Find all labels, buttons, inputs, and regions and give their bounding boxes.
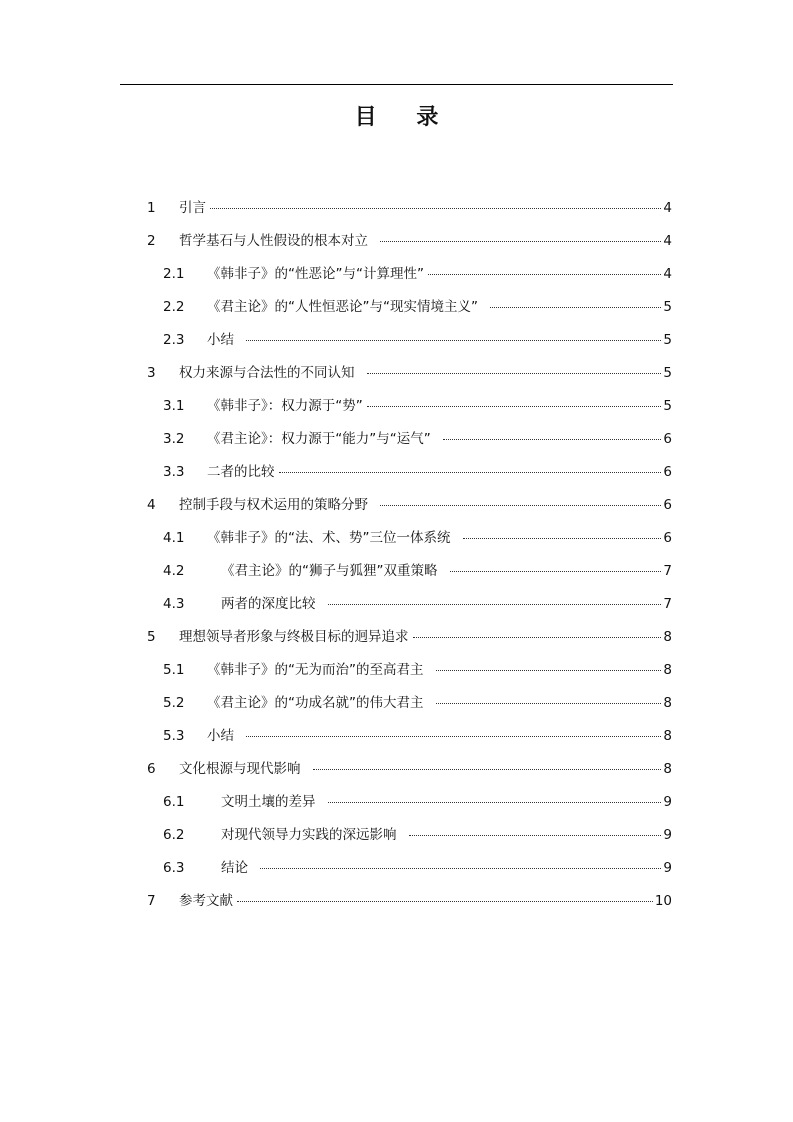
toc-entry-title: 《君主论》的“人性恒恶论”与“现实情境主义” — [207, 299, 478, 315]
toc-entry-page: 6 — [663, 497, 672, 513]
toc-entry-page: 9 — [663, 860, 672, 876]
toc-dot-leader — [246, 340, 661, 341]
toc-dot-leader — [246, 736, 661, 737]
toc-entry-number: 5 — [147, 629, 156, 645]
toc-entry-page: 8 — [663, 629, 672, 645]
toc-entry[interactable] — [147, 258, 672, 291]
toc-dot-leader — [260, 868, 661, 869]
toc-entry[interactable] — [147, 720, 672, 753]
toc-entry[interactable] — [147, 654, 672, 687]
toc-entry-title: 《韩非子》的“性恶论”与“计算理性” — [207, 266, 424, 282]
table-of-contents — [147, 192, 672, 918]
toc-entry-page: 8 — [663, 761, 672, 777]
toc-entry-number: 6.3 — [163, 860, 185, 876]
toc-entry-title: 哲学基石与人性假设的根本对立 — [179, 233, 368, 249]
toc-entry-page: 8 — [663, 728, 672, 744]
toc-entry-number: 1 — [147, 200, 156, 216]
toc-entry-page: 5 — [663, 299, 672, 315]
toc-entry[interactable] — [147, 192, 672, 225]
toc-entry-page: 4 — [663, 233, 672, 249]
toc-entry-title: 《君主论》：权力源于“能力”与“运气” — [207, 431, 431, 447]
toc-entry-page: 8 — [663, 662, 672, 678]
toc-dot-leader — [436, 703, 662, 704]
toc-entry-number: 3 — [147, 365, 156, 381]
toc-dot-leader — [279, 472, 662, 473]
toc-entry-title: 引言 — [179, 200, 206, 216]
toc-entry[interactable] — [147, 489, 672, 522]
toc-entry-title: 理想领导者形象与终极目标的迥异追求 — [179, 629, 409, 645]
toc-entry[interactable] — [147, 522, 672, 555]
toc-entry-title: 两者的深度比较 — [221, 596, 316, 612]
toc-entry-number: 5.3 — [163, 728, 185, 744]
toc-entry[interactable] — [147, 390, 672, 423]
toc-entry-title: 文化根源与现代影响 — [179, 761, 301, 777]
toc-entry-title: 《韩非子》：权力源于“势” — [207, 398, 363, 414]
toc-entry-page: 4 — [663, 200, 672, 216]
toc-dot-leader — [367, 373, 662, 374]
toc-entry-title: 《韩非子》的“法、术、势”三位一体系统 — [207, 530, 451, 546]
toc-entry[interactable] — [147, 819, 672, 852]
toc-entry-number: 6.2 — [163, 827, 185, 843]
toc-entry-number: 5.1 — [163, 662, 185, 678]
toc-dot-leader — [436, 670, 662, 671]
toc-entry[interactable] — [147, 456, 672, 489]
toc-entry-title: 小结 — [207, 728, 234, 744]
toc-dot-leader — [313, 769, 662, 770]
toc-entry-page: 7 — [663, 563, 672, 579]
toc-entry-title: 对现代领导力实践的深远影响 — [221, 827, 397, 843]
toc-entry[interactable] — [147, 555, 672, 588]
toc-dot-leader — [380, 505, 661, 506]
toc-entry-number: 4.2 — [163, 563, 185, 579]
toc-entry-title: 小结 — [207, 332, 234, 348]
toc-entry-title: 《韩非子》的“无为而治”的至高君主 — [207, 662, 424, 678]
toc-entry[interactable] — [147, 588, 672, 621]
toc-dot-leader — [443, 439, 662, 440]
toc-entry-number: 2.2 — [163, 299, 185, 315]
toc-entry-number: 3.1 — [163, 398, 185, 414]
toc-entry-number: 6.1 — [163, 794, 185, 810]
toc-entry[interactable] — [147, 423, 672, 456]
toc-entry-number: 6 — [147, 761, 156, 777]
toc-entry-title: 控制手段与权术运用的策略分野 — [179, 497, 368, 513]
toc-entry[interactable] — [147, 753, 672, 786]
toc-entry[interactable] — [147, 885, 672, 918]
toc-entry-number: 5.2 — [163, 695, 185, 711]
toc-entry-title: 二者的比较 — [207, 464, 275, 480]
toc-dot-leader — [210, 208, 661, 209]
toc-entry-number: 7 — [147, 893, 156, 909]
toc-dot-leader — [380, 241, 661, 242]
toc-entry-page: 5 — [663, 365, 672, 381]
toc-dot-leader — [450, 571, 662, 572]
toc-entry-page: 9 — [663, 794, 672, 810]
toc-entry-title: 《君主论》的“狮子与狐狸”双重策略 — [221, 563, 438, 579]
toc-entry-page: 8 — [663, 695, 672, 711]
toc-entry-number: 4.1 — [163, 530, 185, 546]
toc-dot-leader — [328, 604, 662, 605]
toc-entry-page: 9 — [663, 827, 672, 843]
toc-entry[interactable] — [147, 291, 672, 324]
toc-entry-page: 6 — [663, 464, 672, 480]
toc-entry-title: 《君主论》的“功成名就”的伟大君主 — [207, 695, 424, 711]
toc-entry-page: 4 — [663, 266, 672, 282]
toc-entry-page: 5 — [663, 332, 672, 348]
toc-entry[interactable] — [147, 324, 672, 357]
toc-dot-leader — [367, 406, 662, 407]
header-rule — [120, 84, 673, 85]
toc-entry[interactable] — [147, 225, 672, 258]
toc-dot-leader — [413, 637, 662, 638]
toc-entry-number: 2.3 — [163, 332, 185, 348]
toc-entry-title: 参考文献 — [179, 893, 233, 909]
toc-entry-number: 2 — [147, 233, 156, 249]
toc-dot-leader — [409, 835, 662, 836]
toc-entry-number: 2.1 — [163, 266, 185, 282]
toc-entry[interactable] — [147, 687, 672, 720]
toc-entry-page: 10 — [654, 893, 672, 909]
toc-entry[interactable] — [147, 621, 672, 654]
toc-dot-leader — [463, 538, 662, 539]
toc-entry-title: 结论 — [221, 860, 248, 876]
toc-entry-page: 6 — [663, 431, 672, 447]
toc-entry-number: 4 — [147, 497, 156, 513]
toc-dot-leader — [490, 307, 661, 308]
toc-entry-number: 4.3 — [163, 596, 185, 612]
page-title: 目 录 — [354, 105, 455, 130]
toc-entry[interactable] — [147, 357, 672, 390]
toc-entry-number: 3.3 — [163, 464, 185, 480]
toc-dot-leader — [237, 901, 653, 902]
toc-dot-leader — [328, 802, 662, 803]
toc-entry[interactable] — [147, 852, 672, 885]
toc-dot-leader — [428, 274, 661, 275]
toc-entry-page: 6 — [663, 530, 672, 546]
toc-entry-title: 文明土壤的差异 — [221, 794, 316, 810]
toc-entry[interactable] — [147, 786, 672, 819]
toc-entry-title: 权力来源与合法性的不同认知 — [179, 365, 355, 381]
toc-entry-number: 3.2 — [163, 431, 185, 447]
toc-entry-page: 7 — [663, 596, 672, 612]
toc-entry-page: 5 — [663, 398, 672, 414]
